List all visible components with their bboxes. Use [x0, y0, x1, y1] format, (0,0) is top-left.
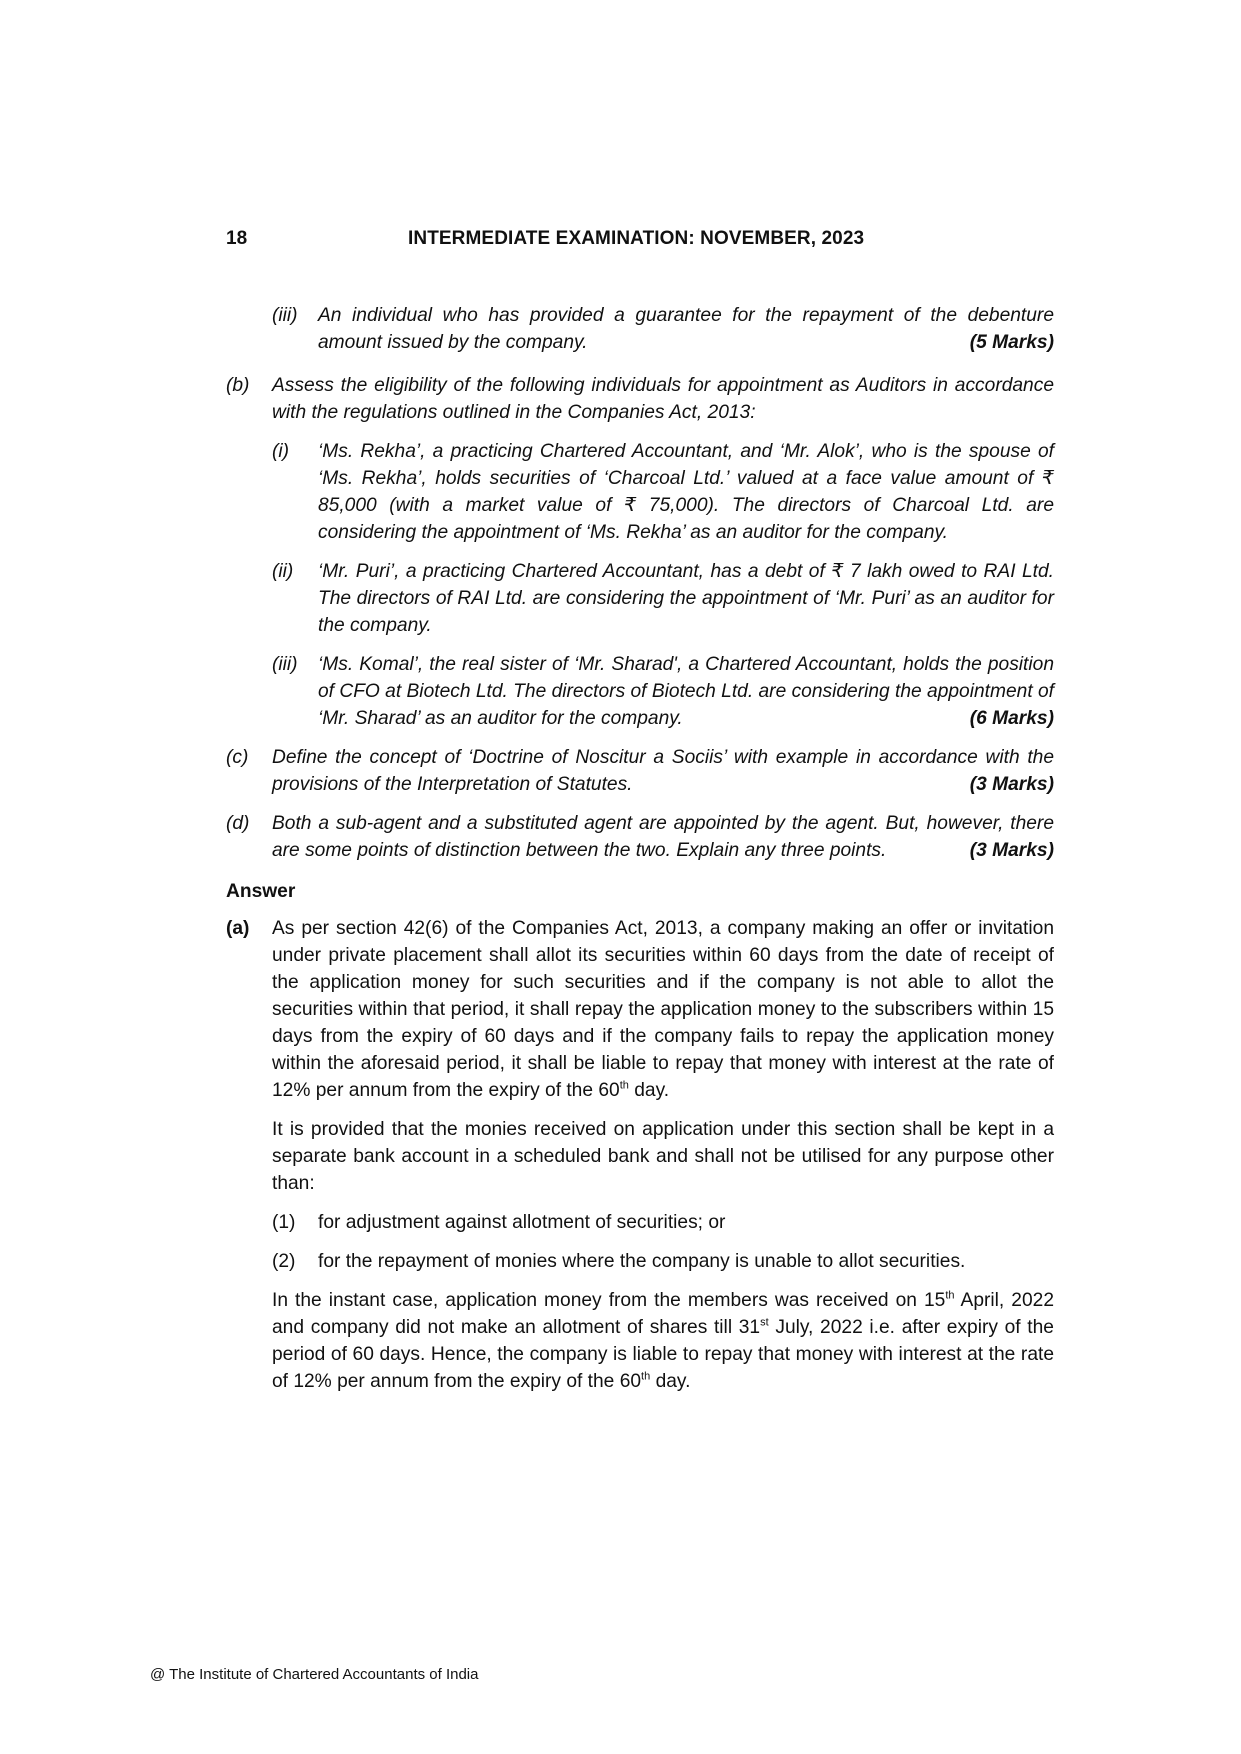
- item-label: (iii): [272, 305, 298, 326]
- question-a-item-iii: [272, 302, 1054, 356]
- question-label: (c): [226, 747, 249, 768]
- question-b-item-ii: [272, 558, 1054, 639]
- list-label: (2): [272, 1251, 296, 1272]
- page-number: 18: [226, 228, 248, 249]
- list-text: for adjustment against allotment of securities; or: [318, 1212, 726, 1233]
- content: [226, 302, 1054, 1395]
- marks: (3 Marks): [969, 774, 1054, 795]
- question-text: Define the concept of ‘Doctrine of Noscitur a Sociis’ with example in accordance with the provisions of the Interpretation of Statutes.: [272, 747, 1054, 795]
- question-label: (d): [226, 813, 250, 834]
- item-label: (iii): [272, 654, 298, 675]
- page-title: INTERMEDIATE EXAMINATION: NOVEMBER, 2023: [408, 228, 865, 249]
- question-b-item-i: [272, 438, 1054, 546]
- item-label: (i): [272, 441, 290, 462]
- marks: (5 Marks): [969, 332, 1054, 353]
- page-footer: @ The Institute of Chartered Accountants of India: [150, 1666, 479, 1683]
- question-d: [226, 810, 1054, 864]
- list-label: (1): [272, 1212, 296, 1233]
- item-label: (ii): [272, 561, 294, 582]
- item-text: ‘Mr. Puri’, a practicing Chartered Accountant, has a debt of ₹ 7 lakh owed to RAI Ltd. The directors of RAI Ltd. are considering the appointment of ‘Mr. Puri’ as an auditor for the company.: [318, 561, 1054, 636]
- answer-a: [226, 915, 1054, 1104]
- answer-paragraph-3: In the instant case, application money from the members was received on 15th April, 2022 and company did not make an allotment of shares till 31st July, 2022 i.e. after expiry of the period of 60 days. Hence, the company is liable to repay that money with interest at the rate of 12% per annum from the expiry of the 60th day.: [272, 1289, 1054, 1392]
- answer-paragraph-2: It is provided that the monies received on application under this section shall be kept in a separate bank account in a scheduled bank and shall not be utilised for any purpose other than:: [272, 1119, 1054, 1194]
- item-text: An individual who has provided a guarantee for the repayment of the debenture amount issued by the company.: [318, 305, 1054, 353]
- question-b-item-iii: [272, 651, 1054, 732]
- item-text: ‘Ms. Komal’, the real sister of ‘Mr. Sharad', a Chartered Accountant, holds the position of CFO at Biotech Ltd. The directors of Biotech Ltd. are considering the appointment of ‘Mr. Sharad’ as an auditor for the company.: [318, 654, 1054, 729]
- list-text: for the repayment of monies where the company is unable to allot securities.: [318, 1251, 966, 1272]
- question-label: (b): [226, 375, 250, 396]
- marks: (3 Marks): [969, 840, 1054, 861]
- item-text: ‘Ms. Rekha’, a practicing Chartered Accountant, and ‘Mr. Alok’, who is the spouse of ‘Ms. Rekha’, holds securities of ‘Charcoal Ltd.’ valued at a face value amount of ₹ 85,000 (with a market value of ₹ 75,000). The directors of Charcoal Ltd. are considering the appointment of ‘Ms. Rekha’ as an auditor for the company.: [318, 441, 1054, 543]
- list-item: [272, 1209, 1054, 1236]
- question-c: [226, 744, 1054, 798]
- marks: (6 Marks): [969, 708, 1054, 729]
- question-text: Assess the eligibility of the following individuals for appointment as Auditors in accordance with the regulations outlined in the Companies Act, 2013:: [272, 375, 1054, 423]
- question-b: [226, 372, 1054, 426]
- question-text: Both a sub-agent and a substituted agent are appointed by the agent. But, however, there are some points of distinction between the two. Explain any three points.: [272, 813, 1054, 861]
- answer-paragraph-1: As per section 42(6) of the Companies Act, 2013, a company making an offer or invitation under private placement shall allot its securities within 60 days from the date of receipt of the application money for such securities and if the company is not able to allot the securities within that period, it shall repay the application money to the subscribers within 15 days from the expiry of 60 days and if the company fails to repay the application money within the aforesaid period, it shall be liable to repay that money with interest at the rate of 12% per annum from the expiry of the 60th day.: [272, 918, 1054, 1101]
- list-item: [272, 1248, 1054, 1275]
- answer-label: (a): [226, 918, 250, 939]
- answer-heading: Answer: [226, 881, 296, 902]
